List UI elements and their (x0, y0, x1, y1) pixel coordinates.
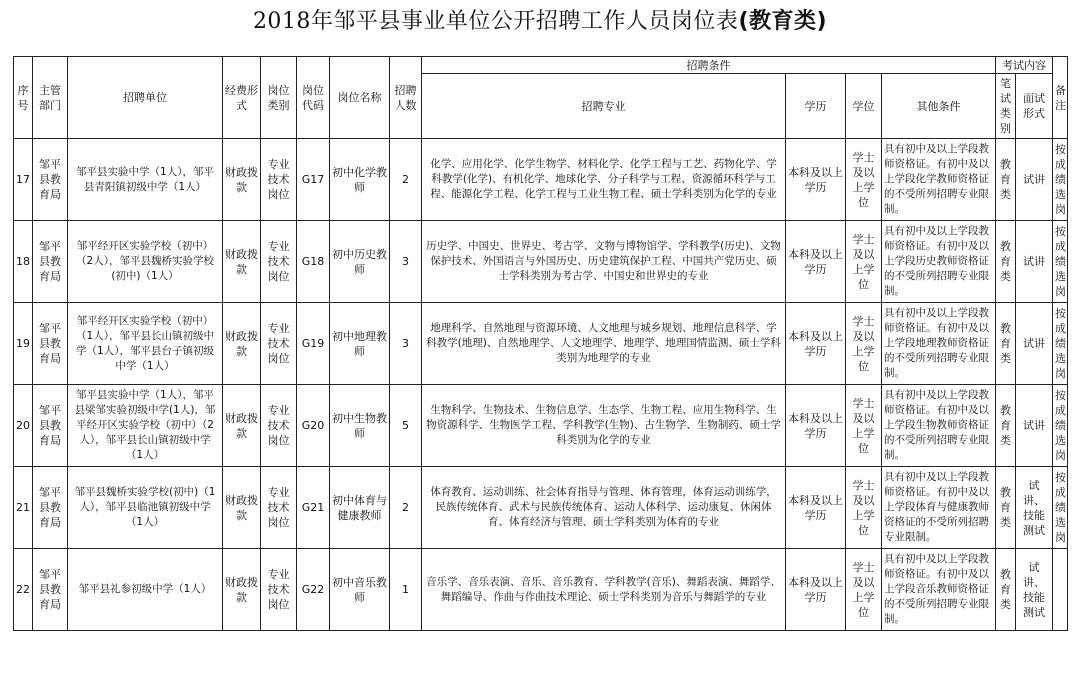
cell-interview: 试讲 (1016, 139, 1053, 221)
cell-dept: 邹平县教育局 (33, 139, 68, 221)
table-body (14, 139, 1068, 631)
cell-type: 专业技术岗位 (261, 549, 297, 631)
cell-other: 具有初中及以上学段教师资格证。有初中及以上学段生物教师资格证的不受所列招聘专业限制。 (882, 385, 996, 467)
cell-dept: 邹平县教育局 (33, 221, 68, 303)
cell-unit: 邹平县实验中学（1人），邹平县青阳镇初级中学（1人） (68, 139, 223, 221)
cell-code: G22 (297, 549, 330, 631)
cell-edu: 本科及以上学历 (786, 549, 846, 631)
title-tag: (教育类) (738, 9, 828, 34)
cell-seq: 19 (14, 303, 33, 385)
table-row (14, 549, 1068, 631)
cell-seq: 20 (14, 385, 33, 467)
table-row (14, 303, 1068, 385)
header-major: 招聘专业 (422, 74, 786, 139)
cell-written: 教育类 (996, 549, 1016, 631)
cell-name: 初中音乐教师 (330, 549, 390, 631)
cell-code: G21 (297, 467, 330, 549)
cell-interview: 试讲 (1016, 385, 1053, 467)
cell-degree: 学士及以上学位 (846, 303, 882, 385)
header-row-1 (14, 57, 1068, 74)
cell-note: 按成绩选岗 (1053, 385, 1068, 467)
header-name: 岗位名称 (330, 57, 390, 139)
cell-note: 按成绩选岗 (1053, 467, 1068, 549)
cell-written: 教育类 (996, 303, 1016, 385)
header-edu: 学历 (786, 74, 846, 139)
cell-count: 1 (390, 549, 422, 631)
cell-note: 按成绩选岗 (1053, 221, 1068, 303)
cell-fund: 财政拨款 (223, 139, 261, 221)
cell-fund: 财政拨款 (223, 385, 261, 467)
header-seq: 序号 (14, 57, 33, 139)
cell-edu: 本科及以上学历 (786, 139, 846, 221)
cell-fund: 财政拨款 (223, 549, 261, 631)
header-dept: 主管部门 (33, 57, 68, 139)
header-other: 其他条件 (882, 74, 996, 139)
table-row (14, 139, 1068, 221)
cell-written: 教育类 (996, 385, 1016, 467)
cell-other: 具有初中及以上学段教师资格证。有初中及以上学段历史教师资格证的不受所列招聘专业限制。 (882, 221, 996, 303)
cell-count: 5 (390, 385, 422, 467)
cell-interview: 试讲、技能测试 (1016, 467, 1053, 549)
cell-fund: 财政拨款 (223, 303, 261, 385)
cell-major: 地理科学、自然地理与资源环境、人文地理与城乡规划、地理信息科学、学科教学(地理)、自然地理学、人文地理学、地理学、地理国情监测、硕士学科类别为地理学的专业 (422, 303, 786, 385)
cell-count: 2 (390, 139, 422, 221)
cell-unit: 邹平县实验中学（1人），邹平县梁邹实验初级中学(1人)，邹平经开区实验学校（初中）（2人），邹平县长山镇初级中学（1人） (68, 385, 223, 467)
cell-type: 专业技术岗位 (261, 385, 297, 467)
cell-other: 具有初中及以上学段教师资格证。有初中及以上学段化学教师资格证的不受所列招聘专业限制。 (882, 139, 996, 221)
cell-name: 初中生物教师 (330, 385, 390, 467)
cell-degree: 学士及以上学位 (846, 467, 882, 549)
cell-name: 初中化学教师 (330, 139, 390, 221)
header-interview: 面试形式 (1016, 74, 1053, 139)
cell-written: 教育类 (996, 139, 1016, 221)
cell-unit: 邹平经开区实验学校（初中）（1人），邹平县长山镇初级中学（1人），邹平县台子镇初级中学（1人） (68, 303, 223, 385)
cell-unit: 邹平经开区实验学校（初中）（2人），邹平县魏桥实验学校(初中)（1人） (68, 221, 223, 303)
cell-edu: 本科及以上学历 (786, 467, 846, 549)
cell-fund: 财政拨款 (223, 467, 261, 549)
header-type: 岗位类别 (261, 57, 297, 139)
cell-interview: 试讲 (1016, 303, 1053, 385)
cell-seq: 18 (14, 221, 33, 303)
cell-other: 具有初中及以上学段教师资格证。有初中及以上学段体育与健康教师资格证的不受所列招聘专业限制。 (882, 467, 996, 549)
cell-interview: 试讲 (1016, 221, 1053, 303)
table-row (14, 467, 1068, 549)
header-degree: 学位 (846, 74, 882, 139)
cell-code: G19 (297, 303, 330, 385)
cell-dept: 邹平县教育局 (33, 385, 68, 467)
cell-code: G18 (297, 221, 330, 303)
header-unit: 招聘单位 (68, 57, 223, 139)
cell-written: 教育类 (996, 467, 1016, 549)
cell-major: 生物科学、生物技术、生物信息学、生态学、生物工程、应用生物科学、生物资源科学、生物医学工程、学科教学(生物)、古生物学、生物制药、硕士学科类别为化学的专业 (422, 385, 786, 467)
table-row (14, 385, 1068, 467)
cell-seq: 17 (14, 139, 33, 221)
cell-edu: 本科及以上学历 (786, 303, 846, 385)
cell-degree: 学士及以上学位 (846, 221, 882, 303)
table-row (14, 221, 1068, 303)
cell-note (1053, 549, 1068, 631)
recruitment-table (13, 56, 1068, 631)
cell-seq: 21 (14, 467, 33, 549)
cell-note: 按成绩选岗 (1053, 303, 1068, 385)
cell-count: 3 (390, 221, 422, 303)
cell-major: 化学、应用化学、化学生物学、材料化学、化学工程与工艺、药物化学、学科教学(化学)、有机化学、地球化学、分子科学与工程、资源循环科学与工程、能源化学工程、化学工程与工业生物工程、硕士学科类别为化学的专业 (422, 139, 786, 221)
cell-major: 体育教育、运动训练、社会体育指导与管理、体育管理，体育运动训练学，民族传统体育、武术与民族传统体育、运动人体科学、运动康复、休闲体育、体育经济与管理、硕士学科类别为体育的专业 (422, 467, 786, 549)
cell-name: 初中历史教师 (330, 221, 390, 303)
cell-degree: 学士及以上学位 (846, 549, 882, 631)
page-title (0, 0, 1080, 44)
cell-edu: 本科及以上学历 (786, 385, 846, 467)
cell-note: 按成绩选岗 (1053, 139, 1068, 221)
cell-count: 2 (390, 467, 422, 549)
cell-type: 专业技术岗位 (261, 467, 297, 549)
header-code: 岗位代码 (297, 57, 330, 139)
cell-other: 具有初中及以上学段教师资格证。有初中及以上学段音乐教师资格证的不受所列招聘专业限制。 (882, 549, 996, 631)
header-written: 笔试类别 (996, 74, 1016, 139)
cell-count: 3 (390, 303, 422, 385)
cell-dept: 邹平县教育局 (33, 303, 68, 385)
cell-degree: 学士及以上学位 (846, 385, 882, 467)
cell-degree: 学士及以上学位 (846, 139, 882, 221)
cell-edu: 本科及以上学历 (786, 221, 846, 303)
cell-name: 初中体育与健康教师 (330, 467, 390, 549)
cell-type: 专业技术岗位 (261, 221, 297, 303)
cell-name: 初中地理教师 (330, 303, 390, 385)
cell-written: 教育类 (996, 221, 1016, 303)
cell-type: 专业技术岗位 (261, 139, 297, 221)
cell-major: 历史学、中国史、世界史、考古学、文物与博物馆学、学科教学(历史)、文物保护技术、外国语言与外国历史、历史建筑保护工程、中国共产党历史、硕士学科类别为考古学、中国史和世界史的专业 (422, 221, 786, 303)
header-note: 备注 (1053, 57, 1068, 139)
cell-code: G17 (297, 139, 330, 221)
cell-major: 音乐学、音乐表演、音乐、音乐教育、学科教学(音乐)、舞蹈表演、舞蹈学、舞蹈编导、作曲与作曲技术理论、硕士学科类别为音乐与舞蹈学的专业 (422, 549, 786, 631)
cell-seq: 22 (14, 549, 33, 631)
cell-other: 具有初中及以上学段教师资格证。有初中及以上学段地理教师资格证的不受所列招聘专业限制。 (882, 303, 996, 385)
title-main: 2018年邹平县事业单位公开招聘工作人员岗位表 (252, 9, 739, 34)
cell-interview: 试讲、技能测试 (1016, 549, 1053, 631)
cell-unit: 邹平县魏桥实验学校(初中)（1人），邹平县临池镇初级中学（1人） (68, 467, 223, 549)
header-count: 招聘人数 (390, 57, 422, 139)
cell-dept: 邹平县教育局 (33, 549, 68, 631)
cell-dept: 邹平县教育局 (33, 467, 68, 549)
cell-fund: 财政拨款 (223, 221, 261, 303)
cell-type: 专业技术岗位 (261, 303, 297, 385)
header-fund: 经费形式 (223, 57, 261, 139)
header-conditions: 招聘条件 (422, 57, 996, 74)
header-exam: 考试内容 (996, 57, 1053, 74)
cell-code: G20 (297, 385, 330, 467)
cell-unit: 邹平县礼参初级中学（1人） (68, 549, 223, 631)
